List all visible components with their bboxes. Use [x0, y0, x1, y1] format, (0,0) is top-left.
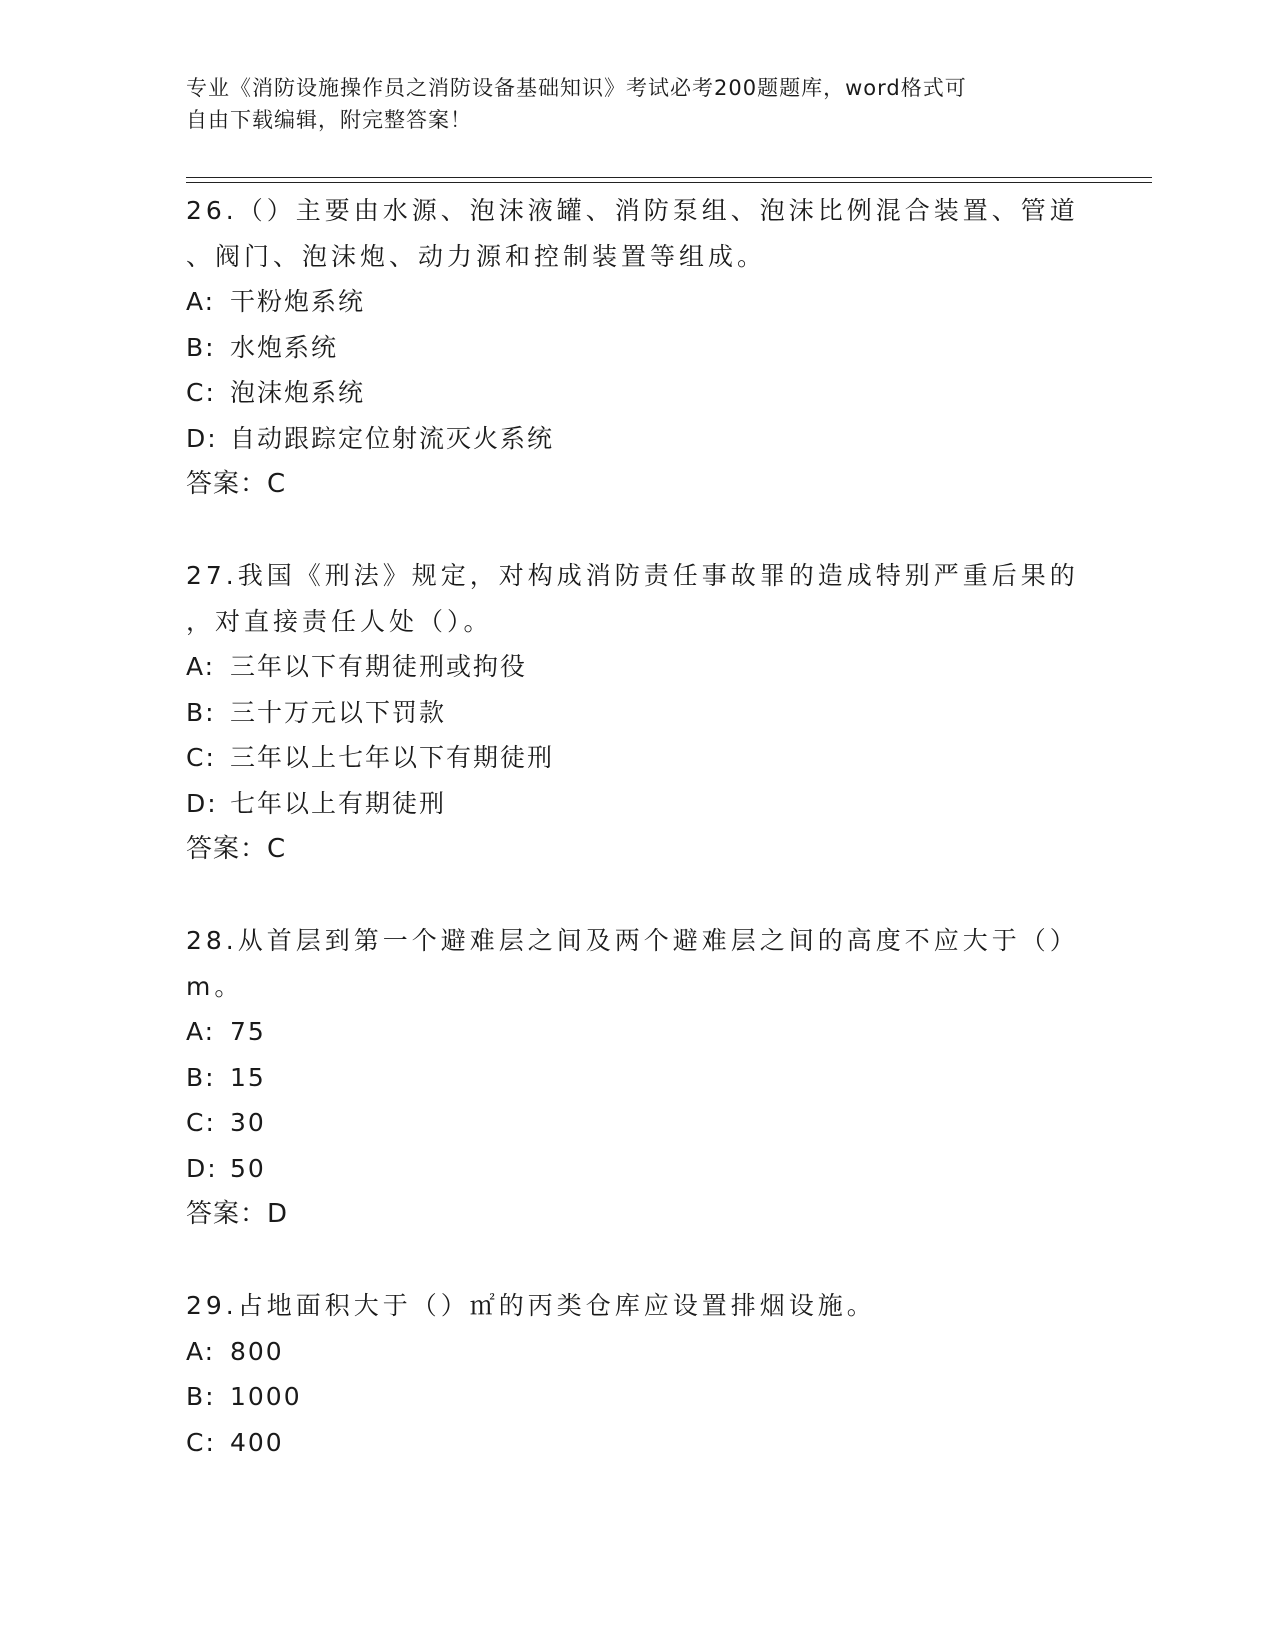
option-b [186, 1055, 1086, 1101]
question-list [186, 188, 1086, 1511]
option-key: A: [186, 652, 216, 681]
question-29 [186, 1283, 1086, 1465]
option-c [186, 735, 1086, 781]
option-b [186, 690, 1086, 736]
option-c [186, 1100, 1086, 1146]
option-text: 15 [230, 1062, 266, 1092]
option-text: 800 [230, 1336, 284, 1366]
option-text: 400 [230, 1427, 284, 1457]
option-key: B: [186, 1382, 216, 1411]
option-d [186, 1146, 1086, 1192]
option-b [186, 1374, 1086, 1420]
question-26 [186, 188, 1086, 507]
option-key: B: [186, 1062, 216, 1092]
option-key: A: [186, 1336, 216, 1366]
option-a [186, 1329, 1086, 1375]
option-c [186, 370, 1086, 416]
option-key: B: [186, 697, 216, 727]
answer: 答案：C [186, 834, 287, 864]
answer: 答案：D [186, 1199, 289, 1229]
option-c [186, 1420, 1086, 1466]
answer: 答案：C [186, 469, 287, 499]
option-text: 50 [230, 1153, 266, 1183]
question-stem-line: 27.我国《刑法》规定，对构成消防责任事故罪的造成特别严重后果的 [186, 561, 1079, 590]
header-line-1: 专业《消防设施操作员之消防设备基础知识》考试必考200题题库，word格式可 [186, 76, 967, 100]
option-text: 三十万元以下罚款 [230, 697, 447, 727]
option-text: 水炮系统 [230, 332, 339, 362]
option-key: C: [186, 1427, 216, 1457]
question-stem-line: 29.占地面积大于（）㎡的丙类仓库应设置排烟设施。 [186, 1291, 876, 1320]
option-text: 自动跟踪定位射流灭火系统 [230, 423, 555, 453]
option-b [186, 325, 1086, 371]
question-stem-line: ，对直接责任人处（）。 [186, 606, 493, 636]
header-divider-top [186, 177, 1152, 178]
option-text: 三年以上七年以下有期徒刑 [230, 743, 555, 772]
header-line-2: 自由下载编辑，附完整答案！ [186, 108, 472, 132]
option-key: C: [186, 743, 216, 772]
question-27 [186, 553, 1086, 872]
question-stem-line: 28.从首层到第一个避难层之间及两个避难层之间的高度不应大于（） [186, 926, 1079, 955]
option-a [186, 644, 1086, 690]
option-text: 75 [230, 1017, 266, 1046]
question-28 [186, 918, 1086, 1237]
question-stem-line: 26.（）主要由水源、泡沫液罐、消防泵组、泡沫比例混合装置、管道 [186, 196, 1079, 225]
option-d [186, 781, 1086, 827]
option-text: 三年以下有期徒刑或拘役 [230, 652, 528, 681]
option-key: C: [186, 1108, 216, 1137]
option-text: 1000 [230, 1382, 302, 1411]
question-stem-line: m。 [186, 971, 244, 1001]
header-divider-bottom [186, 182, 1152, 183]
option-key: A: [186, 287, 216, 316]
option-key: D: [186, 1153, 218, 1183]
option-text: 七年以上有期徒刑 [230, 788, 447, 818]
option-key: C: [186, 378, 216, 407]
option-text: 泡沫炮系统 [230, 378, 366, 407]
option-key: A: [186, 1017, 216, 1046]
document-header [186, 72, 1066, 136]
option-a [186, 1009, 1086, 1055]
option-a [186, 279, 1086, 325]
option-text: 30 [230, 1108, 266, 1137]
option-text: 干粉炮系统 [230, 287, 366, 316]
option-key: D: [186, 423, 218, 453]
question-stem-line: 、阀门、泡沫炮、动力源和控制装置等组成。 [186, 241, 767, 271]
option-d [186, 416, 1086, 462]
option-key: D: [186, 788, 218, 818]
option-key: B: [186, 332, 216, 362]
